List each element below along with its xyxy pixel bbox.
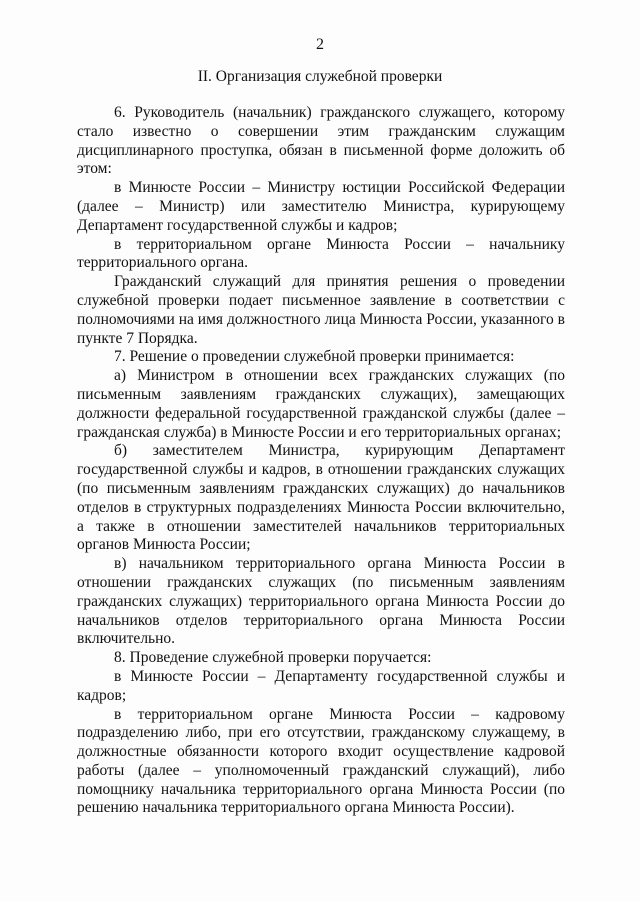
page-number: 2 (316, 36, 324, 53)
paragraph-7b: б) заместителем Министра, курирующим Департамент государственной службы и кадров, в отношении гражданских служащих (по письменным заявлениям гражданских служащих) до начальников отделов в структурных подразделениях Минюста России включительно, а также в отношении заместителей начальников территориальных органов Минюста России; (77, 442, 565, 554)
paragraph-7v: в) начальником территориального органа Минюста России в отношении гражданских служащих (по письменным заявлениям гражданских служащих) территориального органа Минюста России до начальников отделов территориального органа Минюста России включительно. (77, 555, 565, 648)
document-body (77, 104, 565, 818)
paragraph-6-application: Гражданский служащий для принятия решения о проведении служебной проверки подает письменное заявление в соответствии с полномочиями на имя должностного лица Минюста России, указанного в пункте 7 Порядка. (77, 273, 565, 347)
paragraph-6: 6. Руководитель (начальник) гражданского служащего, которому стало известно о совершении этим гражданским служащим дисциплинарного проступка, обязан в письменной форме доложить об этом: (77, 104, 565, 178)
paragraph-8: 8. Проведение служебной проверки поручается: (114, 649, 432, 667)
paragraph-7: 7. Решение о проведении служебной проверки принимается: (114, 348, 515, 366)
paragraph-7a: а) Министром в отношении всех гражданских служащих (по письменным заявлениям гражданских служащих), замещающих должности федеральной государственной гражданской службы (далее – гражданская служба) в Минюсте России и его территориальных органах; (77, 367, 565, 441)
paragraph-8-ministry: в Минюсте России – Департаменту государственной службы и кадров; (77, 667, 565, 704)
paragraph-6-territorial: в территориальном органе Минюста России – начальнику территориального органа. (77, 235, 565, 272)
paragraph-8-territorial: в территориальном органе Минюста России – кадровому подразделению либо, при его отсутствии, гражданскому служащему, в должностные обязанности которого входит осуществление кадровой работы (далее – уполномоченный гражданский служащий), либо помощнику начальника территориального органа Минюста России (по решению начальника территориального органа Минюста России). (77, 705, 565, 817)
section-title: II. Организация служебной проверки (197, 68, 443, 85)
paragraph-6-ministry: в Минюсте России – Министру юстиции Российской Федерации (далее – Министр) или заместителю Министра, курирующему Департамент государственной службы и кадров; (77, 179, 565, 234)
